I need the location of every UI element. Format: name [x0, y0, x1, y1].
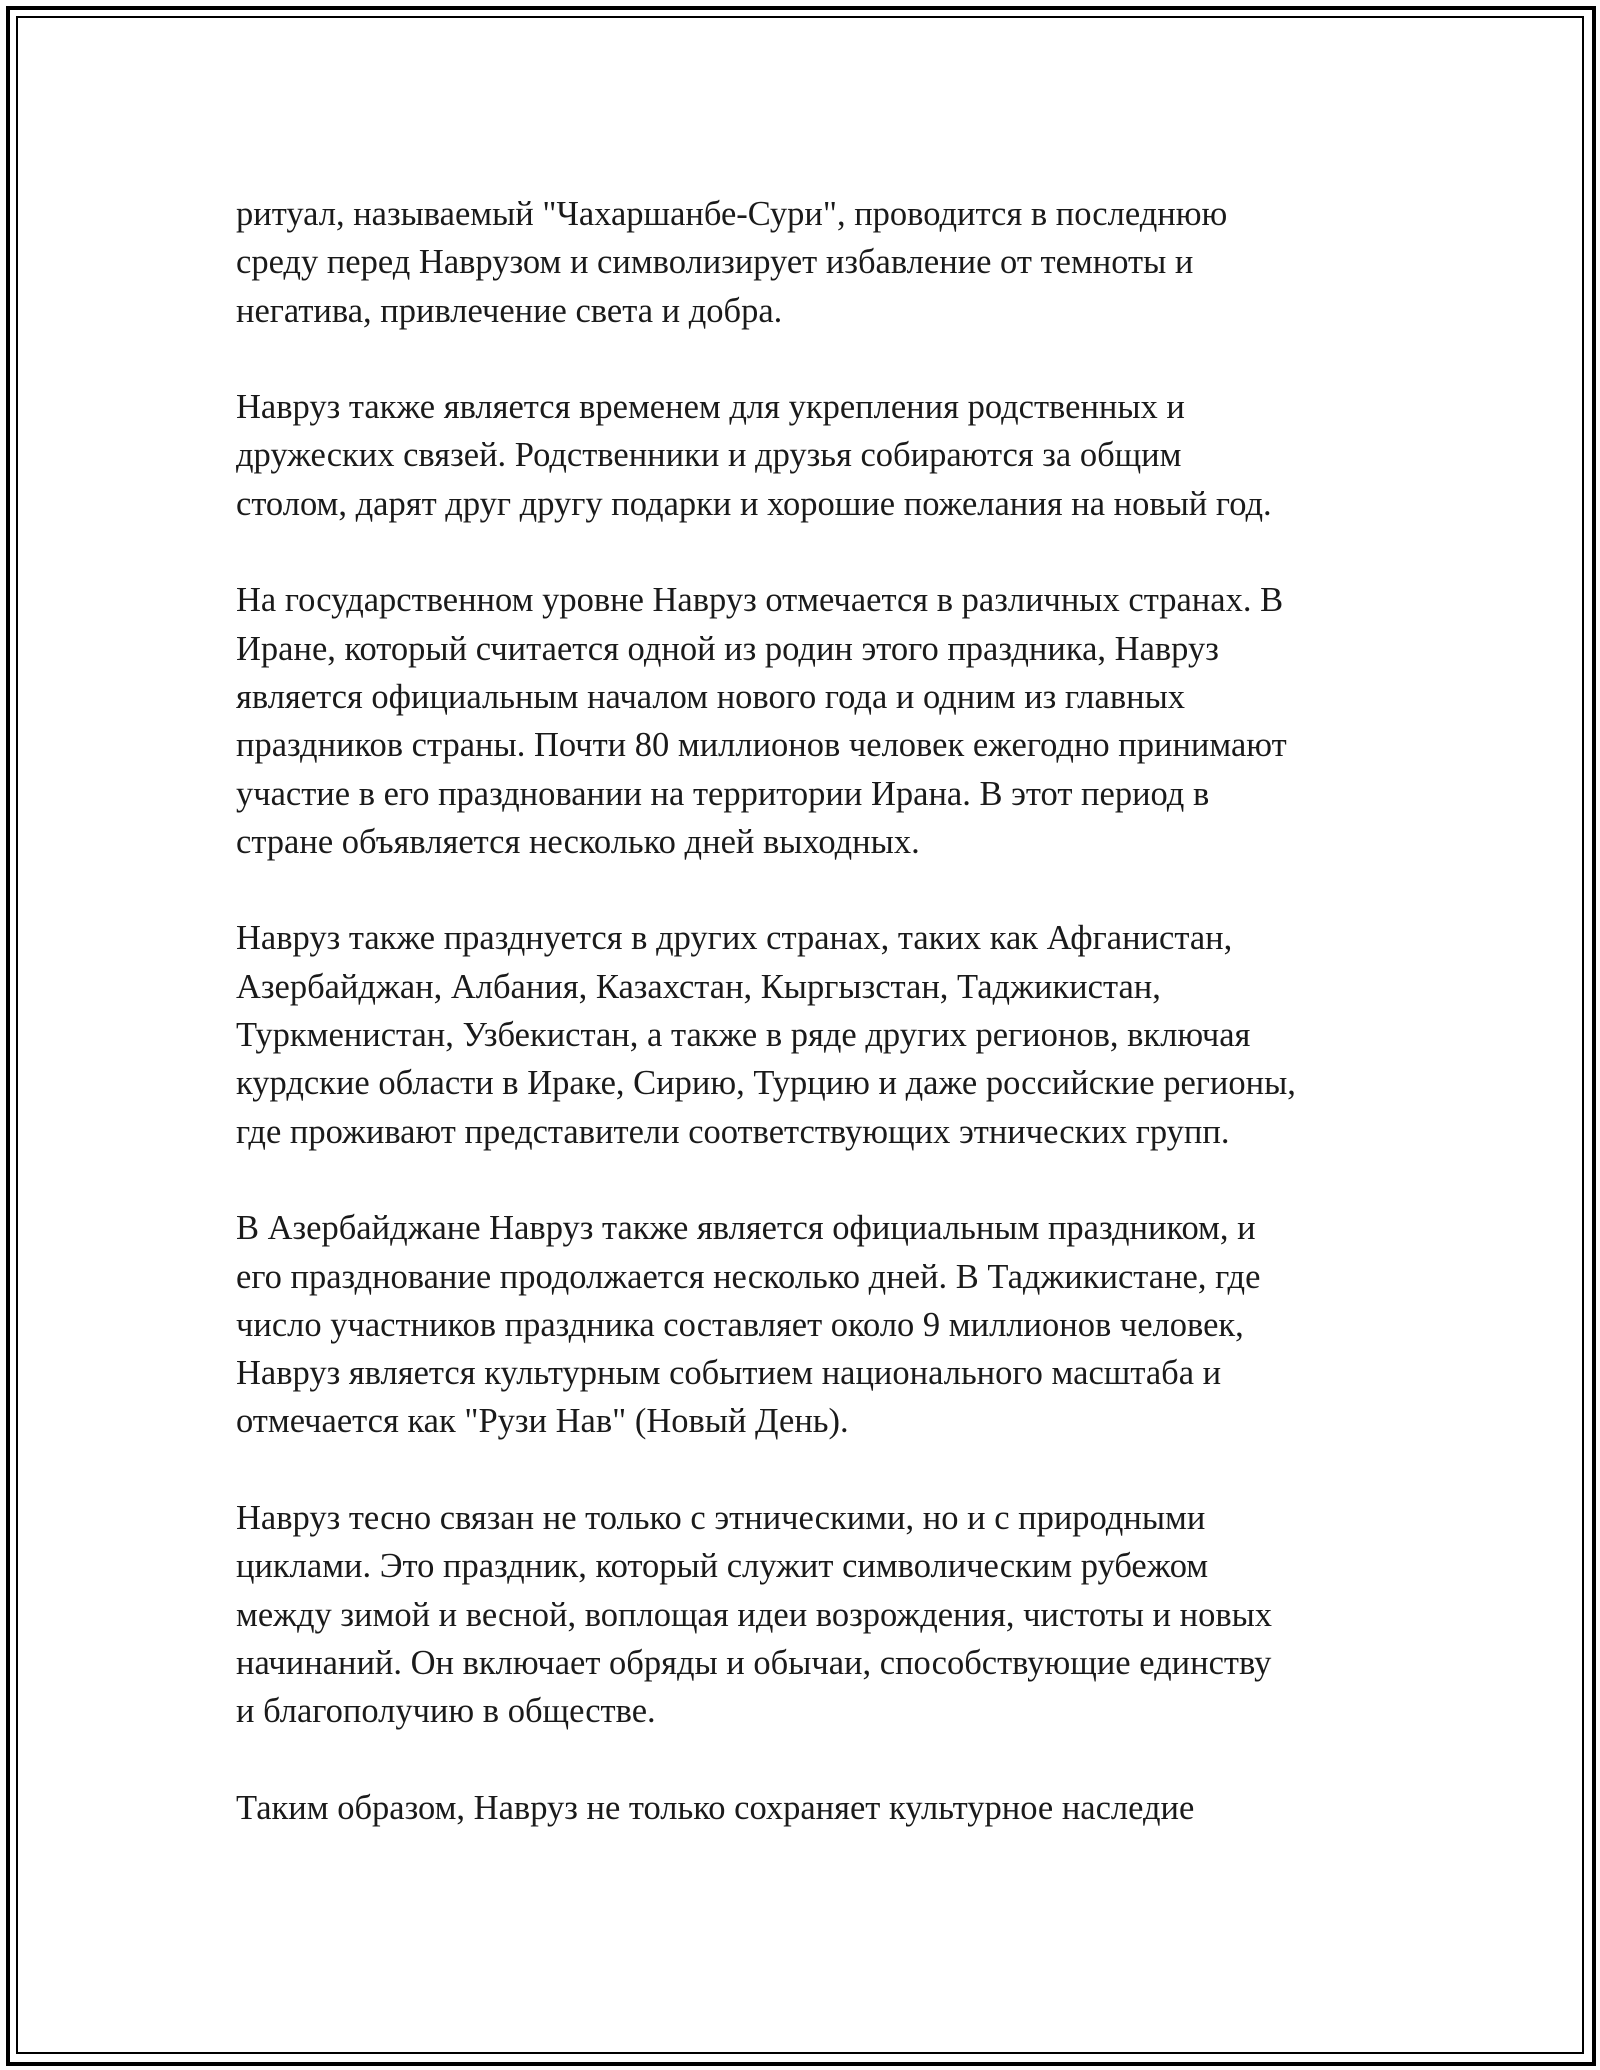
text-line: дружеских связей. Родственники и друзья собираются за общим	[236, 436, 1182, 475]
text-line: курдские области в Ираке, Сирию, Турцию и даже российские регионы,	[236, 1064, 1296, 1103]
text-line: ритуал, называемый "Чахаршанбе-Сури", проводится в последнюю	[236, 195, 1228, 233]
text-line: Туркменистан, Узбекистан, а также в ряде других регионов, включая	[236, 1016, 1251, 1055]
text-line: праздников страны. Почти 80 миллионов человек ежегодно принимают	[236, 726, 1287, 765]
text-line: Таким образом, Навруз не только сохраняет культурное наследие	[236, 1788, 1195, 1827]
text-line: его празднование продолжается несколько дней. В Таджикистане, где	[236, 1257, 1261, 1296]
text-line: среду перед Наврузом и символизирует избавление от темноты и	[236, 243, 1194, 282]
text-line: Навруз также празднуется в других странах, таких как Афганистан,	[236, 919, 1233, 958]
text-line: участие в его праздновании на территории Ирана. В этот период в	[236, 774, 1210, 813]
paragraph-other-countries	[236, 914, 1436, 1155]
text-line: столом, дарят друг другу подарки и хорошие пожелания на новый год.	[236, 484, 1272, 523]
text-line: На государственном уровне Навруз отмечается в различных странах. В	[236, 581, 1284, 620]
document-body	[236, 190, 1436, 1880]
text-line: является официальным началом нового года и одним из главных	[236, 677, 1186, 716]
text-line: Азербайджан, Албания, Казахстан, Кыргызстан, Таджикистан,	[236, 967, 1161, 1006]
text-line: начинаний. Он включает обряды и обычаи, способствующие единству	[236, 1643, 1272, 1682]
text-line: негатива, привлечение света и добра.	[236, 291, 783, 330]
paragraph-chaharshanbe-suri	[236, 190, 1436, 335]
text-line: Иране, который считается одной из родин этого праздника, Навруз	[236, 629, 1219, 668]
text-line: где проживают представители соответствующих этнических групп.	[236, 1112, 1230, 1151]
text-line: Навруз также является временем для укрепления родственных и	[236, 388, 1185, 427]
text-line: число участников праздника составляет около 9 миллионов человек,	[236, 1305, 1244, 1344]
text-line: стране объявляется несколько дней выходных.	[236, 822, 920, 861]
text-line: Навруз тесно связан не только с этническими, но и с природными	[236, 1499, 1206, 1538]
paragraph-conclusion	[236, 1784, 1436, 1832]
text-line: В Азербайджане Навруз также является официальным праздником, и	[236, 1209, 1256, 1248]
paragraph-azerbaijan-tajikistan	[236, 1204, 1436, 1445]
text-line: отмечается как "Рузи Нав" (Новый День).	[236, 1402, 849, 1441]
text-line: и благополучию в обществе.	[236, 1692, 656, 1731]
text-line: между зимой и весной, воплощая идеи возрождения, чистоты и новых	[236, 1595, 1273, 1634]
paragraph-state-level-iran	[236, 576, 1436, 866]
text-line: циклами. Это праздник, который служит символическим рубежом	[236, 1547, 1209, 1586]
paragraph-natural-cycles	[236, 1494, 1436, 1735]
text-line: Навруз является культурным событием национального масштаба и	[236, 1354, 1222, 1393]
paragraph-family-ties	[236, 383, 1436, 528]
